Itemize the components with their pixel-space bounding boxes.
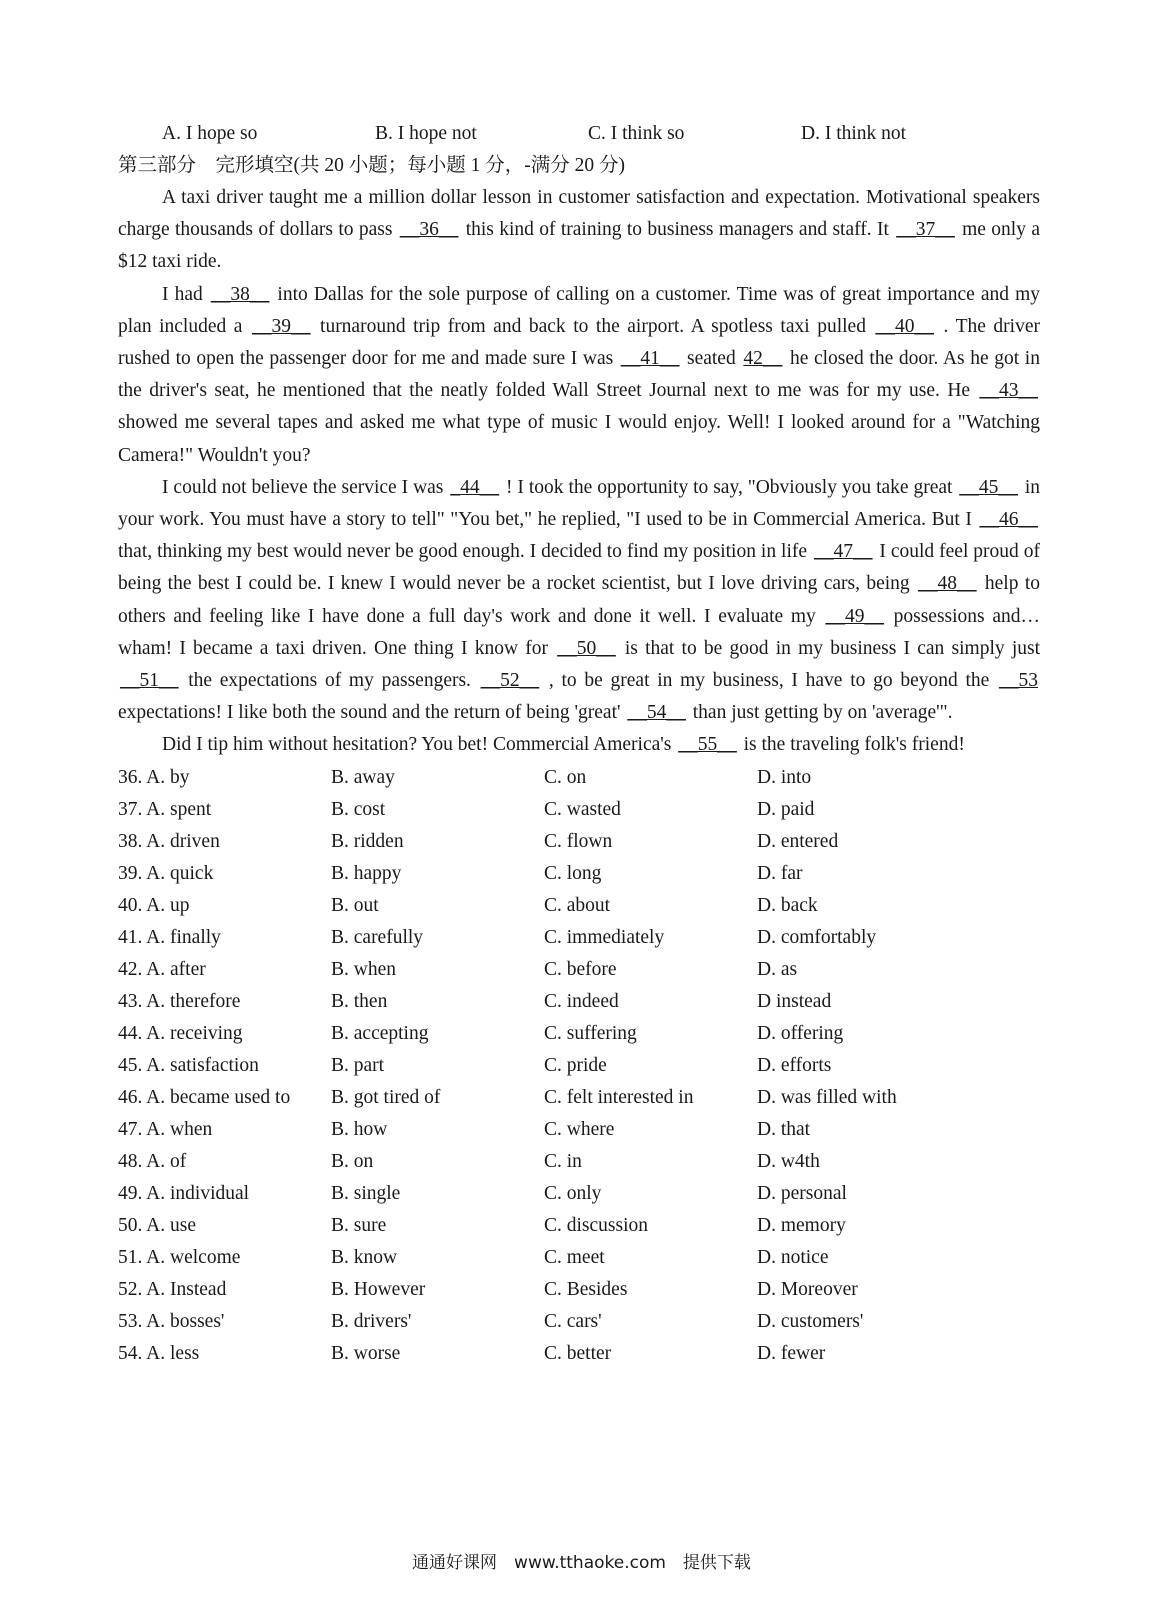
option-b: B. cost	[331, 798, 386, 820]
option-c: C. better	[544, 1342, 612, 1364]
option-row	[118, 826, 1040, 858]
option-c: C. I think so	[588, 123, 685, 144]
options-list	[118, 762, 1040, 1370]
text: help to others and feeling like I have done a full day's work and done it well. I evaluate my	[118, 573, 1040, 627]
text: that, thinking my best would never be good enough. I decided to find my position in life	[118, 541, 812, 563]
option-a: 43. A. therefore	[118, 990, 241, 1012]
text: showed me several tapes and asked me what type of music I would enjoy. Well! I looked around for a "Watching Camera!" Wouldn't you?	[118, 412, 1040, 466]
option-c: C. where	[544, 1118, 615, 1140]
text: expectations! I like both the sound and the return of being 'great'	[118, 702, 626, 724]
text: I had	[162, 283, 209, 305]
blank-50: __50__	[557, 637, 616, 659]
option-row	[118, 858, 1040, 890]
option-c: C. flown	[544, 830, 613, 852]
text: is the traveling folk's friend!	[738, 734, 965, 756]
text: me only a $12 taxi ride.	[118, 219, 1040, 273]
option-c: C. cars'	[544, 1310, 602, 1332]
footer: 通通好课网 www.tthaoke.com 提供下载	[412, 1553, 751, 1573]
option-a: 49. A. individual	[118, 1182, 250, 1204]
blank-53: __53	[999, 670, 1038, 692]
option-b: B. I hope not	[375, 123, 477, 144]
text: this kind of training to business managers and staff. It	[460, 219, 895, 241]
blank-41: __41__	[620, 348, 680, 370]
option-a: 53. A. bosses'	[118, 1310, 225, 1332]
option-row	[118, 1114, 1040, 1146]
option-row	[118, 922, 1040, 954]
text: he closed the door. As he got in the driver's seat, he mentioned that the neatly folded Wall Street Journal next to me was for my use. He	[118, 348, 1040, 402]
blank-36: __36__	[399, 219, 459, 241]
option-a: 54. A. less	[118, 1342, 200, 1364]
text: I could feel proud of being the best I could be. I knew I would never be a rocket scientist, but I love driving cars, being	[118, 541, 1040, 595]
option-a: 48. A. of	[118, 1150, 187, 1172]
blank-54: __54__	[627, 702, 686, 724]
text: seated	[681, 348, 742, 370]
option-d: D. that	[757, 1118, 811, 1140]
option-b: B. got tired of	[331, 1086, 441, 1108]
option-d: D. Moreover	[757, 1278, 858, 1300]
option-b: B. worse	[331, 1342, 401, 1364]
option-row	[118, 1210, 1040, 1242]
option-b: B. However	[331, 1278, 426, 1300]
blank-55: __55__	[678, 734, 737, 756]
option-a: 44. A. receiving	[118, 1022, 243, 1044]
option-row	[118, 794, 1040, 826]
option-row	[118, 1242, 1040, 1274]
option-a: 50. A. use	[118, 1214, 196, 1236]
option-b: B. know	[331, 1246, 398, 1268]
text: . The driver rushed to open the passenger door for me and made sure I was	[118, 315, 1040, 370]
option-a: 46. A. became used to	[118, 1086, 291, 1108]
option-row	[118, 1274, 1040, 1306]
blank-49: __49__	[825, 605, 884, 627]
text: , to be great in my business, I have to go beyond the	[541, 670, 997, 692]
option-c: C. discussion	[544, 1214, 649, 1236]
option-c: C. long	[544, 862, 602, 884]
text: is that to be good in my business I can simply just	[617, 637, 1040, 659]
option-d: D. comfortably	[757, 926, 877, 948]
blank-42: 42__	[743, 348, 783, 370]
option-row	[118, 890, 1040, 922]
blank-48: __48__	[918, 573, 977, 595]
text: turnaround trip from and back to the airport. A spotless taxi pulled	[312, 315, 874, 337]
option-c: C. Besides	[544, 1278, 628, 1300]
option-b: B. drivers'	[331, 1310, 412, 1332]
blank-45: __45__	[959, 476, 1018, 498]
blank-39: __39__	[251, 315, 311, 337]
blank-46: __46__	[979, 509, 1038, 531]
option-a: 37. A. spent	[118, 798, 212, 820]
option-a: 36. A. by	[118, 766, 190, 788]
option-d: D instead	[757, 990, 832, 1012]
option-a: 38. A. driven	[118, 830, 220, 852]
option-d: D. far	[757, 862, 803, 884]
option-a: 45. A. satisfaction	[118, 1054, 259, 1076]
option-d: D. into	[757, 766, 812, 788]
option-c: C. wasted	[544, 798, 621, 820]
blank-43: __43__	[979, 380, 1038, 402]
option-d: D. fewer	[757, 1342, 826, 1364]
option-b: B. happy	[331, 862, 402, 884]
blank-38: __38__	[210, 283, 270, 305]
option-b: B. away	[331, 766, 395, 788]
option-c: C. on	[544, 766, 587, 788]
option-c: C. indeed	[544, 990, 619, 1012]
option-c: C. pride	[544, 1054, 607, 1076]
option-d: D. offering	[757, 1022, 844, 1044]
option-b: B. part	[331, 1054, 385, 1076]
option-d: D. efforts	[757, 1054, 832, 1076]
option-c: C. in	[544, 1150, 582, 1172]
option-b: B. carefully	[331, 926, 424, 948]
option-b: B. then	[331, 990, 388, 1012]
option-d: D. back	[757, 894, 818, 916]
option-b: B. how	[331, 1118, 388, 1140]
option-b: B. on	[331, 1150, 374, 1172]
option-c: C. meet	[544, 1246, 605, 1268]
option-row	[118, 986, 1040, 1018]
passage-paragraph-1	[118, 182, 1040, 279]
option-a: 51. A. welcome	[118, 1246, 241, 1268]
blank-51: __51__	[120, 670, 179, 692]
text: in your work. You must have a story to tell" "You bet," he replied, "I used to be in Commercial America. But I	[118, 476, 1040, 531]
option-d: D. as	[757, 958, 798, 980]
text: than just getting by on 'average'".	[687, 702, 953, 724]
option-a: 40. A. up	[118, 894, 190, 916]
blank-37: __37__	[896, 219, 955, 241]
option-a: 42. A. after	[118, 958, 206, 980]
option-c: C. before	[544, 958, 617, 980]
option-c: C. suffering	[544, 1022, 637, 1044]
blank-44: _44__	[450, 476, 500, 498]
option-row	[118, 1146, 1040, 1178]
text: A taxi driver taught me a million dollar lesson in customer satisfaction and expectation. Motivational speakers charge thousands of dollars to pass	[118, 187, 1040, 241]
option-d: D. paid	[757, 798, 815, 820]
passage-paragraph-4	[118, 729, 1040, 761]
option-row	[118, 1018, 1040, 1050]
option-d: D. customers'	[757, 1310, 864, 1332]
option-row	[118, 1178, 1040, 1210]
option-c: C. about	[544, 894, 611, 916]
option-d: D. personal	[757, 1182, 847, 1204]
section-title: 第三部分 完形填空(共 20 小题；每小题 1 分，-满分 20 分)	[118, 155, 625, 176]
text: the expectations of my passengers.	[180, 670, 479, 692]
option-d: D. w4th	[757, 1150, 820, 1172]
text: Did I tip him without hesitation? You bet! Commercial America's	[162, 734, 677, 756]
text: possessions and… wham! I became a taxi driven. One thing I know for	[118, 605, 1040, 659]
option-b: B. single	[331, 1182, 401, 1204]
blank-40: __40__	[875, 315, 934, 337]
option-d: D. I think not	[801, 123, 907, 144]
option-a: 52. A. Instead	[118, 1278, 227, 1300]
q35-options	[118, 118, 1040, 150]
text: into Dallas for the sole purpose of calling on a customer. Time was of great importance and my plan included a	[118, 283, 1040, 337]
option-a: 39. A. quick	[118, 862, 214, 884]
option-c: C. only	[544, 1182, 602, 1204]
option-d: D. memory	[757, 1214, 846, 1236]
option-b: B. sure	[331, 1214, 387, 1236]
blank-47: __47__	[813, 541, 873, 563]
option-b: B. when	[331, 958, 396, 980]
option-b: B. ridden	[331, 830, 404, 852]
option-row	[118, 762, 1040, 794]
option-row	[118, 954, 1040, 986]
option-row	[118, 1306, 1040, 1338]
option-row	[118, 1050, 1040, 1082]
option-row	[118, 1338, 1040, 1370]
option-b: B. accepting	[331, 1022, 429, 1044]
option-c: C. immediately	[544, 926, 665, 948]
passage-paragraph-2	[118, 279, 1040, 472]
option-d: D. was filled with	[757, 1086, 897, 1108]
option-d: D. entered	[757, 830, 839, 852]
blank-52: __52__	[480, 670, 540, 692]
option-c: C. felt interested in	[544, 1086, 694, 1108]
option-d: D. notice	[757, 1246, 829, 1268]
option-row	[118, 1082, 1040, 1114]
option-a: 41. A. finally	[118, 926, 221, 948]
option-a: A. I hope so	[162, 123, 258, 144]
option-b: B. out	[331, 894, 379, 916]
exam-page	[118, 118, 1040, 1370]
option-a: 47. A. when	[118, 1118, 213, 1140]
text: I could not believe the service I was	[162, 476, 449, 498]
passage-paragraph-3	[118, 472, 1040, 730]
text: ! I took the opportunity to say, "Obviously you take great	[501, 476, 958, 498]
